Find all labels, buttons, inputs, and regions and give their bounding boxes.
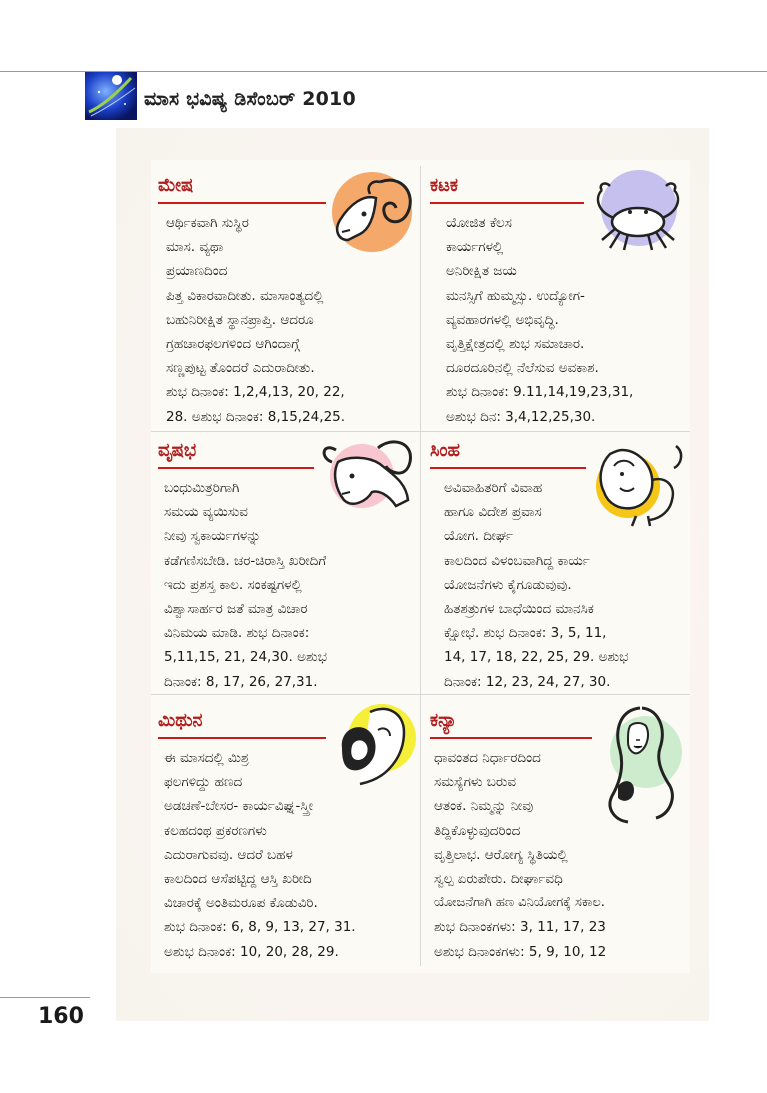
title-underline (158, 737, 326, 739)
body-line: ಮನಸ್ಸಿಗೆ ಹುಮ್ಮಸ್ಸು. ಉದ್ಯೋಗ- (446, 287, 585, 304)
body-line: ಯೋಜಿತ ಕೆಲಸ (446, 215, 512, 231)
bull-icon (318, 432, 420, 514)
body-line: ವಿಚಾರಕ್ಕೆ ಅಂತಿಮರೂಪ ಕೊಡುವಿರಿ. (164, 895, 318, 912)
body-line: ಫಲಗಳಿದ್ದು ಹಣದ (164, 774, 243, 791)
body-line: ನೀವು ಸ್ವಕಾರ್ಯಗಳನ್ನು (164, 528, 261, 545)
body-line: 5,11,15, 21, 24,30. ಅಶುಭ (164, 649, 327, 666)
sign-title: ವೃಷಭ (158, 440, 197, 461)
body-line: ಸ್ವಲ್ಪ ಏರುಪೇರು. ದೀರ್ಘಾವಧಿ (434, 871, 563, 888)
body-line: ಕಾಲದಿಂದ ವಿಳಂಬವಾಗಿದ್ದ ಕಾರ್ಯ (444, 552, 590, 569)
sign-title: ಸಿಂಹ (430, 440, 461, 461)
body-line: ಶುಭ ದಿನಾಂಕ: 9.11,14,19,23,31, (446, 384, 634, 401)
body-line: ಅಶುಭ ದಿನಾಂಕ: 10, 20, 28, 29. (164, 943, 339, 960)
body-line: ಬಂಧುಮಿತ್ರರಿಗಾಗಿ (164, 480, 240, 496)
planet-logo-icon (85, 70, 137, 120)
body-line: ದೂರದೂರಿನಲ್ಲಿ ನೆಲೆಸುವ ಅವಕಾಶ. (446, 360, 599, 377)
column-divider (420, 166, 421, 966)
body-line: ಯೋಗ. ದೀರ್ಘ (444, 528, 513, 545)
sign-title: ಮೇಷ (158, 175, 194, 196)
body-line: ಎದುರಾಗುವವು. ಆದರೆ ಬಹಳ (164, 846, 293, 863)
sign-title: ಕನ್ಯಾ (430, 710, 457, 731)
title-underline (158, 202, 326, 204)
sign-body (430, 746, 606, 964)
sign-body (430, 211, 633, 429)
body-line: ಈ ಮಾಸದಲ್ಲಿ ಮಿಶ್ರ (164, 750, 249, 766)
sign-body (158, 746, 356, 964)
body-line: ಹಿತಶತ್ರುಗಳ ಬಾಧೆಯಿಂದ ಮಾನಸಿಕ (444, 601, 594, 618)
body-line: ಅವಿವಾಹಿತರಿಗೆ ವಿವಾಹ (444, 480, 543, 496)
body-line: ಅನಿರೀಕ್ಷಿತ ಜಯ (446, 263, 517, 280)
sign-title: ಮಿಥುನ (158, 710, 203, 731)
body-line: ಅಡಚಣೆ-ಬೇಸರ- ಕಾರ್ಯವಿಘ್ನ-ಸ್ತ್ರೀ (164, 798, 313, 815)
body-line: ಅಶುಭ ದಿನ: 3,4,12,25,30. (446, 408, 596, 425)
body-line: ಸಮಸ್ಯೆಗಳು ಬರುವ (434, 774, 517, 791)
body-line: ಆತಂಕ. ನಿಮ್ಮನ್ನು ನೀವು (434, 798, 534, 815)
row-divider (151, 694, 690, 695)
body-line: ಗ್ರಹಚಾರಫಲಗಳಿಂದ ಆಗಿಂದಾಗ್ಗೆ (166, 336, 300, 353)
body-line: ಹಾಗೂ ವಿದೇಶ ಪ್ರವಾಸ (444, 504, 542, 521)
body-line: ವಿನಿಮಯ ಮಾಡಿ. ಶುಭ ದಿನಾಂಕ: (164, 625, 310, 642)
title-underline (158, 467, 314, 469)
body-line: ಮಾಸ. ವ್ಯಥಾ (166, 239, 224, 256)
sign-title: ಕಟಕ (430, 175, 458, 196)
sign-body (158, 476, 327, 694)
body-line: ವಿಶ್ವಾಸಾರ್ಹರ ಜತೆ ಮಾತ್ರ ವಿಚಾರ (164, 601, 308, 618)
body-line: 28. ಅಶುಭ ದಿನಾಂಕ: 8,15,24,25. (166, 408, 346, 425)
page-header-title: ಮಾಸ ಭವಿಷ್ಯ ಡಿಸೆಂಬರ್ 2010 (144, 88, 356, 110)
title-underline (430, 202, 584, 204)
body-line: ಸಮಯ ವ್ಯಯಿಸುವ (164, 504, 248, 521)
body-line: ಕಡೆಗಣಿಸಬೇಡಿ. ಚರ-ಚಿರಾಸ್ತಿ ಖರೀದಿಗೆ (164, 552, 327, 569)
body-line: ಯೋಜನೆಗಾಗಿ ಹಣ ವಿನಿಯೋಗಕ್ಕೆ ಸಕಾಲ. (434, 895, 605, 911)
body-line: ಕ್ಷೋಭೆ. ಶುಭ ದಿನಾಂಕ: 3, 5, 11, (444, 625, 607, 642)
body-line: ಶುಭ ದಿನಾಂಕ: 6, 8, 9, 13, 27, 31. (164, 919, 356, 936)
body-line: ಯೋಜನೆಗಳು ಕೈಗೂಡುವುವು. (444, 576, 572, 593)
body-line: ವೃತ್ತಿಲಾಭ. ಆರೋಗ್ಯ ಸ್ಥಿತಿಯಲ್ಲಿ (434, 846, 568, 863)
body-line: ಅಶುಭ ದಿನಾಂಕಗಳು: 5, 9, 10, 12 (434, 943, 607, 960)
sign-body (158, 211, 345, 429)
footer-rule (0, 997, 90, 998)
body-line: ಸಣ್ಣಪುಟ್ಟ ತೊಂದರೆ ಎದುರಾದೀತು. (166, 360, 315, 377)
row-divider (151, 431, 690, 432)
body-line: 14, 17, 18, 22, 25, 29. ಅಶುಭ (444, 649, 629, 666)
body-line: ಪಿತ್ತ ವಿಕಾರವಾದೀತು. ಮಾಸಾಂತ್ಯದಲ್ಲಿ (166, 287, 324, 304)
body-line: ಇದು ಪ್ರಶಸ್ತ ಕಾಲ. ಸಂಕಷ್ಟಗಳಲ್ಲಿ (164, 576, 302, 593)
title-underline (430, 737, 592, 739)
title-underline (430, 467, 586, 469)
body-line: ವೃತ್ತಿಕ್ಷೇತ್ರದಲ್ಲಿ ಶುಭ ಸಮಾಚಾರ. (446, 336, 585, 353)
body-line: ಕಾರ್ಯಗಳಲ್ಲಿ (446, 239, 504, 256)
body-line: ಕಾಲದಿಂದ ಆಸೆಪಟ್ಟಿದ್ದ ಆಸ್ತಿ ಖರೀದಿ (164, 871, 312, 888)
body-line: ಶುಭ ದಿನಾಂಕಗಳು: 3, 11, 17, 23 (434, 919, 606, 936)
body-line: ವ್ಯವಹಾರಗಳಲ್ಲಿ ಅಭಿವೃದ್ಧಿ. (446, 311, 559, 328)
body-line: ಬಹುನಿರೀಕ್ಷಿತ ಸ್ಥಾನಪ್ರಾಪ್ತಿ. ಆದರೂ (166, 311, 314, 328)
sign-body (430, 476, 628, 694)
body-line: ತಿದ್ದಿಕೊಳ್ಳುವುದರಿಂದ (434, 822, 521, 839)
body-line: ಕಲಹದಂಥ ಪ್ರಕರಣಗಳು (164, 822, 267, 839)
body-line: ಶುಭ ದಿನಾಂಕ: 1,2,4,13, 20, 22, (166, 384, 345, 401)
page-number: 160 (38, 1004, 84, 1029)
body-line: ಧಾವಂತದ ನಿರ್ಧಾರದಿಂದ (434, 750, 541, 766)
body-line: ಪ್ರಯಾಣದಿಂದ (166, 263, 228, 280)
body-line: ಆರ್ಥಿಕವಾಗಿ ಸುಸ್ಥಿರ (166, 215, 249, 231)
body-line: ದಿನಾಂಕ: 12, 23, 24, 27, 30. (444, 673, 611, 690)
body-line: ದಿನಾಂಕ: 8, 17, 26, 27,31. (164, 673, 318, 690)
